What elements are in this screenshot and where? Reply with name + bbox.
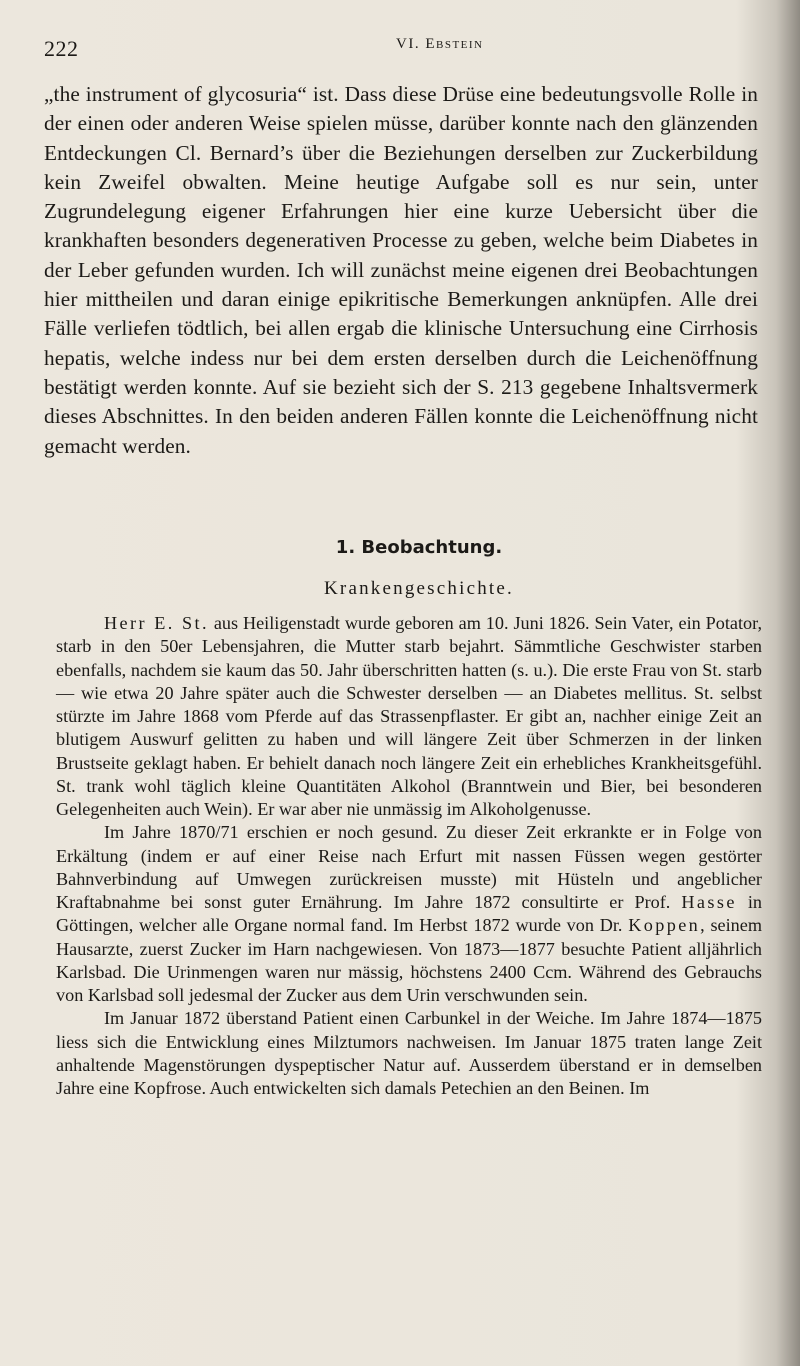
history-paragraph-2-part-b: in Göttingen, welcher alle Organe normal fand. Im Herbst 1872 wurde von Dr. — [56, 892, 762, 936]
history-paragraph-2 — [56, 821, 762, 1007]
patient-name: Herr E. St. — [104, 613, 209, 633]
history-paragraph-2-part-a: Im Jahre 1870/71 erschien er noch gesund. Zu dieser Zeit erkrankte er in Folge von Erkältung (indem er auf einer Reise nach Erfurt mit nassen Füssen wegen gestörter Bahnverbindung auf Umwegen zurückreisen musste) mit Hüsteln und angeblicher Kraftabnahme bei sonst guter Ernährung. Im Jahre 1872 consultirte er Prof. — [56, 822, 762, 912]
history-paragraph-1-text: aus Heiligenstadt wurde geboren am 10. Juni 1826. Sein Vater, ein Potator, starb in den 50er Lebensjahren, die Mutter starb bejahrt. Sämmtliche Geschwister starben ebenfalls, nachdem sie kaum das 50. Jahr überschritten hatten (s. u.). Die erste Frau von St. starb — wie etwa 20 Jahre später auch die Schwester derselben — an Diabetes mellitus. St. selbst stürzte im Jahre 1868 vom Pferde auf das Strassenpflaster. Er gibt an, nachher einige Zeit an blutigem Auswurf gelitten zu haben und will längere Zeit über Schmerzen in der linken Brustseite geklagt haben. Er behielt danach noch längere Zeit ein erhebliches Krankheitsgefühl. St. trank wohl täglich kleine Quantitäten Alkohol (Branntwein und Bier, bei besonderen Gelegenheiten auch Wein). Er war aber nie unmässig im Alkoholgenusse. — [56, 613, 762, 819]
running-head: VI. Ebstein — [396, 36, 484, 52]
intro-section — [44, 80, 758, 461]
person-name-hasse: Hasse — [681, 892, 737, 912]
intro-paragraph: „the instrument of glycosuria“ ist. Dass diese Drüse eine bedeutungsvolle Rolle in der einen oder anderen Weise spielen müsse, darüber konnte nach den glänzenden Entdeckungen Cl. Bernard’s über die Beziehungen derselben zur Zuckerbildung kein Zweifel obwalten. Meine heutige Aufgabe soll es nur sein, unter Zugrundelegung eigener Erfahrungen hier eine kurze Uebersicht über die krankhaften besonders degenerativen Processe zu geben, welche beim Diabetes in der Leber gefunden wurden. Ich will zunächst meine eigenen drei Beobachtungen hier mittheilen und daran einige epikritische Bemerkungen anknüpfen. Alle drei Fälle verliefen tödtlich, bei allen ergab die klinische Untersuchung eine Cirrhosis hepatis, welche indess nur bei dem ersten derselben durch die Leichenöffnung bestätigt werden konnte. Auf sie bezieht sich der S. 213 gegebene Inhaltsvermerk dieses Abschnittes. In den beiden anderen Fällen konnte die Leichenöffnung nicht gemacht werden. — [44, 82, 758, 458]
history-paragraph-3: Im Januar 1872 überstand Patient einen Carbunkel in der Weiche. Im Jahre 1874—1875 liess sich die Entwicklung eines Milztumors nachweisen. Im Januar 1875 traten lange Zeit anhaltende Magenstörungen dyspeptischer Natur auf. Ausserdem überstand er in demselben Jahre eine Kopfrose. Auch entwickelten sich damals Petechien an den Beinen. Im — [56, 1008, 762, 1098]
history-paragraph-1 — [56, 612, 762, 821]
history-paragraph-2-part-c: , seinem Hausarzte, zuerst Zucker im Harn nachgewiesen. Von 1873—1877 besuchte Patient alljährlich Karlsbad. Die Urinmengen waren nur mässig, höchstens 2400 Ccm. Während des Gebrauchs von Karlsbad soll jedesmal der Zucker aus dem Urin verschwunden sein. — [56, 915, 762, 1005]
person-name-koppen: Koppen — [628, 915, 701, 936]
section-heading: 1. Beobachtung. — [335, 537, 503, 558]
page-header — [44, 30, 760, 62]
page-number: 222 — [44, 36, 79, 61]
case-history — [56, 612, 762, 1100]
section-subheading: Krankengeschichte. — [324, 578, 514, 599]
